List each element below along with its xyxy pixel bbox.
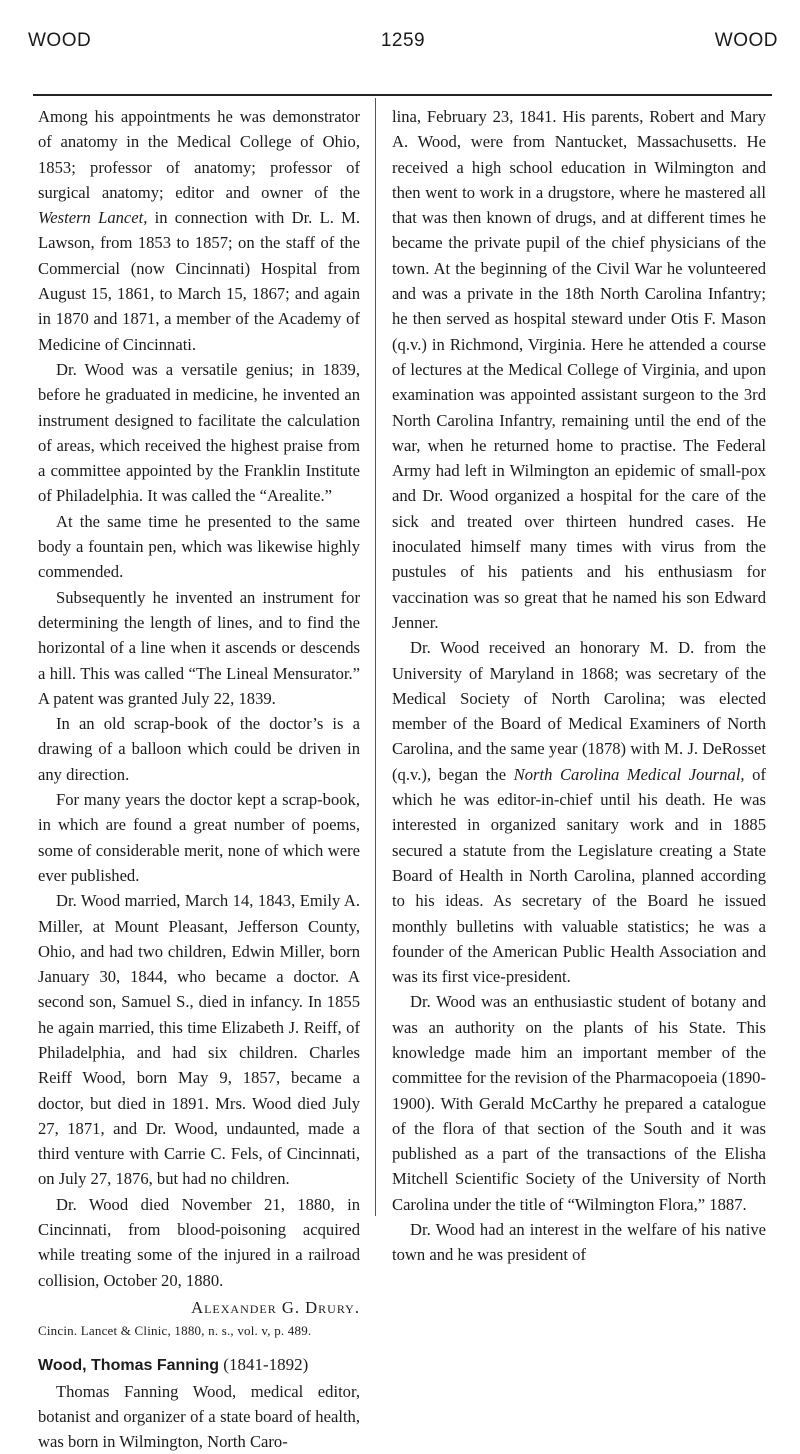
paragraph-death: Dr. Wood died November 21, 1880, in Cincinnati, from blood-poisoning acquired while treating some of the injured in a railroad collision, October 20, 1880. <box>38 1194 360 1290</box>
paragraph-text: Among his appointments he was demonstrator of anatomy in the Medical College of Ohio, 1853; professor of anatomy; professor of surgical anatomy; editor and owner of the <box>38 107 360 202</box>
paragraph-fountain-pen: At the same time he presented to the same body a fountain pen, which was likewise highly commended. <box>38 511 360 582</box>
header-rule <box>33 94 772 96</box>
right-column <box>392 104 766 1268</box>
running-head-left: WOOD <box>28 30 92 51</box>
entry-dates: (1841-1892) <box>219 1355 309 1375</box>
paragraph-appointments <box>38 104 360 357</box>
paragraph-town: Dr. Wood had an interest in the welfare of his native town and he was president of <box>392 1220 766 1265</box>
paragraph-scrapbook: For many years the doctor kept a scrap-book, in which are found a great number of poems, some of considerable merit, none of which were ever published. <box>38 790 360 885</box>
paragraph-botany: Dr. Wood was an enthusiastic student of botany and was an authority on the plants of his State. This knowledge made him an important member of the committee for the revision of the Pharmacopoeia (1890-1900). With Gerald McCarthy he prepared a catalogue of the flora of that section of the South and it was published as a part of the transactions of the Elisha Mitchell Scientific Society of the University of North Carolina under the title of “Wilmington Flora,” 1887. <box>392 992 766 1214</box>
paragraph-career <box>392 635 766 989</box>
journal-title: North Carolina Medical Journal, <box>513 764 745 784</box>
paragraph-text: Dr. Wood received an honorary M. D. from the University of Maryland in 1868; was secretary of the Medical Society of North Carolina; was elected member of the Board of Medical Examiners of North Carolina, and the same year (1878) with M. J. DeRosset (q.v.), began the <box>392 638 766 784</box>
running-head-right: WOOD <box>714 30 778 51</box>
entry-name: Wood, Thomas Fanning <box>38 1357 220 1375</box>
paragraph-entry-intro: Thomas Fanning Wood, medical editor, botanist and organizer of a state board of health, was born in Wilmington, North Caro- <box>38 1381 360 1452</box>
paragraph-balloon: In an old scrap-book of the doctor’s is a drawing of a balloon which could be driven in any direction. <box>38 714 360 784</box>
left-column <box>38 104 360 1454</box>
paragraph-arealite: Dr. Wood was a versatile genius; in 1839, before he graduated in medicine, he invented an instrument designed to facilitate the calculation of areas, which received the highest praise from a committee appointed by the Franklin Institute of Philadelphia. It was called the “Arealite.” <box>38 359 360 506</box>
column-divider <box>375 98 376 1216</box>
paragraph-early-life: lina, February 23, 1841. His parents, Robert and Mary A. Wood, were from Nantucket, Massachusetts. He received a high school education in Wilmington and then went to work in a drugstore, where he mastered all that was then known of drugs, and at different times he became the private pupil of the chief physicians of the town. At the beginning of the Civil War he volunteered and was a private in the 18th North Carolina Infantry; he then served as hospital steward under Otis F. Mason (q.v.) in Richmond, Virginia. Here he attended a course of lectures at the Medical College of Virginia, and upon examination was appointed assistant surgeon to the 3rd North Carolina Infantry, remaining until the end of the war, when he returned home to practise. The Federal Army had left in Wilmington an epidemic of small-pox and Dr. Wood organized a hospital for the care of the sick and treated over thirteen hundred cases. He inoculated himself many times with virus from the pustules of his patients and his enthusiasm for vaccination was so great that he named his son Edward Jenner. <box>392 107 766 632</box>
author-signature: Alexander G. Drury. <box>191 1297 360 1317</box>
citation: Cincin. Lancet & Clinic, 1880, n. s., vol. v, p. 489. <box>38 1323 312 1339</box>
paragraph-text: of which he was editor-in-chief until his death. He was interested in organized sanitary work and in 1885 secured a statute from the Legislature creating a State Board of Health in North Carolina, planned according to his ideas. As secretary of the Board he issued monthly bulletins with valuable statistics; he was a founder of the American Public Health Association and was its first vice-president. <box>392 764 766 987</box>
paragraph-marriages: Dr. Wood married, March 14, 1843, Emily A. Miller, at Mount Pleasant, Jefferson County, Ohio, and had two children, Edwin Miller, born January 30, 1844, who became a doctor. A second son, Samuel S., died in infancy. In 1855 he again married, this time Elizabeth J. Reiff, of Philadelphia, and had six children. Charles Reiff Wood, born May 9, 1857, became a doctor, but died in 1891. Mrs. Wood died July 27, 1871, and Dr. Wood, undaunted, made a third venture with Carrie C. Fels, of Cincinnati, on July 27, 1876, but had no children. <box>38 891 360 1189</box>
running-header <box>28 30 778 54</box>
page-number: 1259 <box>380 30 426 51</box>
paragraph-text: in connection with Dr. L. M. Lawson, from 1853 to 1857; on the staff of the Commercial (now Cincinnati) Hospital from August 15, 1861, to March 15, 1867; and again in 1870 and 1871, a member of the Academy of Medicine of Cincinnati. <box>38 208 360 354</box>
paragraph-mensurator: Subsequently he invented an instrument for determining the length of lines, and to find the horizontal of a line when it ascends or descends a hill. This was called “The Lineal Mensurator.” A patent was granted July 22, 1839. <box>38 587 360 708</box>
journal-title: Western Lancet, <box>38 208 148 228</box>
entry-heading <box>38 1352 360 1378</box>
